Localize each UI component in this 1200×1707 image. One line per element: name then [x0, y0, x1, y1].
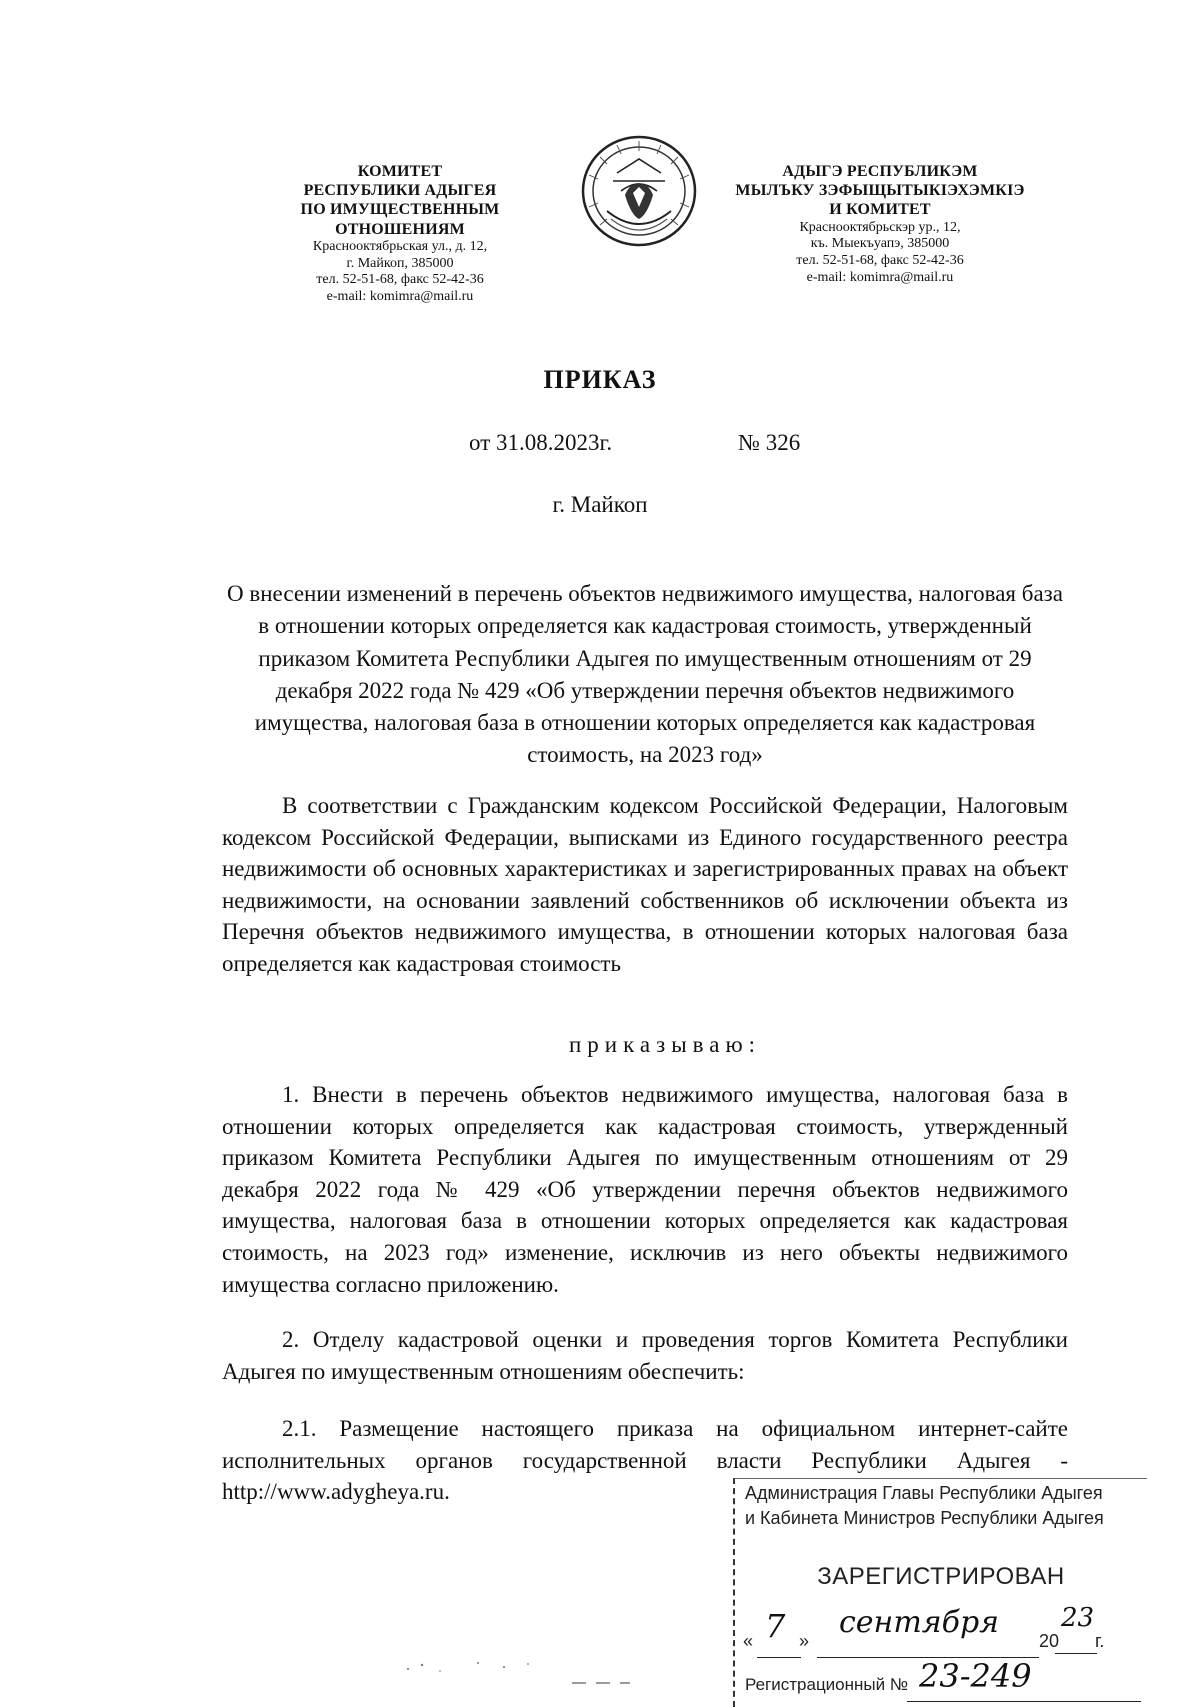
- address-line: Краснооктябрьская ул., д. 12,: [312, 238, 488, 254]
- item-2-paragraph: 2. Отделу кадастровой оценки и проведения торгов Комитета Республики Адыгея по имущественным отношениям обеспечить:: [222, 1327, 1068, 1384]
- coat-of-arms-icon: [577, 133, 701, 251]
- org-name-line: И КОМИТЕТ: [829, 201, 931, 219]
- stamp-admin-line: и Кабинета Министров Республики Адыгея: [745, 1508, 1104, 1528]
- stamp-reg-number-handwritten: 23-249: [919, 1657, 1032, 1695]
- org-name-line: МЫЛЪКУ ЗЭФЫЩЫТЫКIЭХЭМКIЭ: [735, 182, 1025, 200]
- stamp-date-row: [743, 1603, 1143, 1661]
- address-line: Краснооктябрьскэр ур., 12,: [799, 219, 961, 235]
- header-right-org: [720, 162, 1040, 287]
- address-line: г. Майкоп, 385000: [346, 255, 454, 271]
- address-line: къ. Мыекъуапэ, 385000: [810, 236, 950, 252]
- document-subject: О внесении изменений в перечень объектов недвижимого имущества, налоговая база в отношении которых определяется как кадастровая стоимость, утвержденный приказом Комитета Республики Адыгея по имущественным отношениям от 29 декабря 2022 года № 429 «Об утверждении перечня объектов недвижимого имущества, налоговая база в отношении которых определяется как кадастровая стоимость, на 2023 год»: [227, 581, 1063, 768]
- stamp-year-handwritten: 23: [1061, 1603, 1095, 1633]
- stamp-admin-text: [745, 1481, 1104, 1531]
- email-line: e-mail: komimra@mail.ru: [326, 289, 474, 305]
- stamp-registered-label: ЗАРЕГИСТРИРОВАН: [817, 1563, 1065, 1590]
- stamp-year-prefix: 20: [1039, 1631, 1060, 1651]
- document-date: от 31.08.2023г.: [469, 430, 613, 455]
- stamp-year-unit: г.: [1095, 1631, 1105, 1651]
- email-line: e-mail: komimra@mail.ru: [806, 269, 954, 285]
- item-2-1-text: 2.1. Размещение настоящего приказа на официальном интернет-сайте исполнительных органов государственной власти Республики Адыгея - http://www.adygheya.ru.: [222, 1416, 1068, 1505]
- org-name-line: РЕСПУБЛИКИ АДЫГЕЯ: [303, 182, 497, 200]
- org-name-line: ПО ИМУЩЕСТВЕННЫМ ОТНОШЕНИЯМ: [300, 201, 500, 238]
- scan-noise-marks: [400, 1655, 740, 1685]
- preamble-paragraph: В соответствии с Гражданским кодексом Российской Федерации, Налоговым кодексом Российской Федерации, выписками из Единого государственного реестра недвижимости об основных характеристиках и зарегистрированных правах на объект недвижимости, на основании заявлений собственников об исключении объекта из Перечня объектов недвижимого имущества, в отношении которых налоговая база определяется как кадастровая стоимость: [222, 793, 1068, 976]
- stamp-open-quote: «: [743, 1631, 754, 1651]
- org-name-line: АДЫГЭ РЕСПУБЛИКЭМ: [782, 163, 978, 180]
- order-word: приказываю:: [568, 1032, 762, 1057]
- item-1-paragraph: 1. Внести в перечень объектов недвижимого имущества, налоговая база в отношении которых определяется как кадастровая стоимость, утвержденный приказом Комитета Республики Адыгея по имущественным отношениям от 29 декабря 2022 года № 429 «Об утверждении перечня объектов недвижимого имущества, налоговая база в отношении которых определяется как кадастровая стоимость, на 2023 год» изменение, исключив из него объекты недвижимого имущества согласно приложению.: [222, 1082, 1068, 1297]
- stamp-month-handwritten: сентября: [839, 1605, 1000, 1640]
- registration-stamp: [733, 1478, 1147, 1707]
- stamp-day-handwritten: 7: [765, 1607, 786, 1645]
- header-left-org: [240, 162, 560, 306]
- phone-line: тел. 52-51-68, факс 52-42-36: [796, 253, 964, 269]
- document-city: г. Майкоп: [552, 492, 648, 517]
- phone-line: тел. 52-51-68, факс 52-42-36: [316, 272, 484, 288]
- stamp-close-quote: »: [799, 1631, 810, 1651]
- org-name-line: КОМИТЕТ: [357, 163, 443, 180]
- document-number: № 326: [738, 430, 801, 455]
- stamp-reg-number-label: Регистрационный №: [745, 1675, 909, 1694]
- document-title: ПРИКАЗ: [543, 365, 657, 394]
- stamp-admin-line: Администрация Главы Республики Адыгея: [745, 1483, 1103, 1503]
